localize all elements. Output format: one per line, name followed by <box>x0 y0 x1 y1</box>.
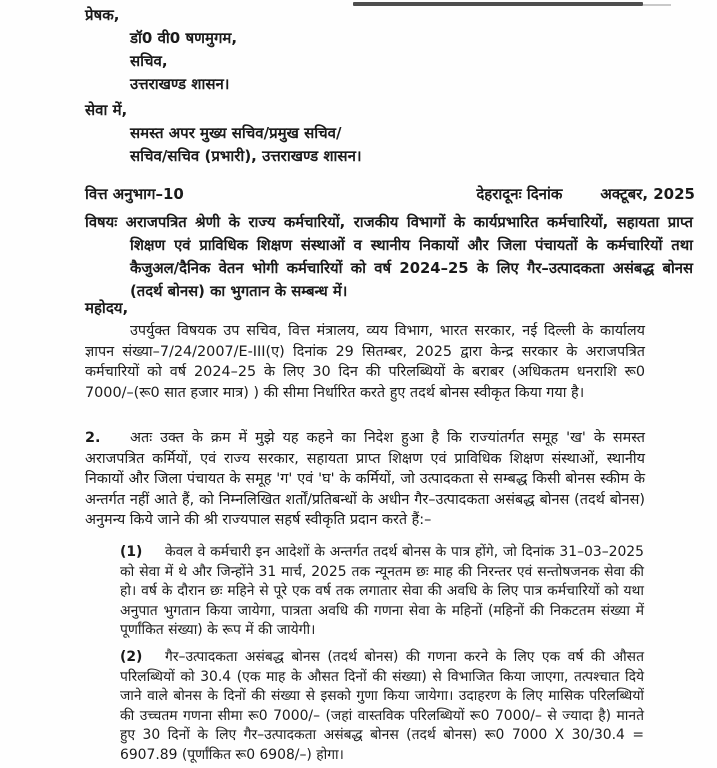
addressee-line: सचिव/सचिव (प्रभारी), उत्तराखण्ड शासन। <box>130 147 362 165</box>
condition-item-2 <box>120 648 644 766</box>
addressee-label: सेवा में, <box>85 101 128 119</box>
scan-edge-artifact <box>353 2 643 6</box>
paragraph-2-text: अतः उक्त के क्रम में मुझे यह कहने का निदेश हुआ है कि राज्यांतर्गत समूह 'ख' के समस्त अराजपत्रित कर्मियों, एवं राज्य सरकार, सहायता प्राप्त शिक्षण एवं प्राविधिक शिक्षण संस्थाओं, स्थानीय निकायों और जिला पंचायत के समूह 'ग' एवं 'घ' के कर्मियों, जो उत्पादकता से सम्बद्ध किसी बोनस स्कीम के अन्तर्गत नहीं आते हैं, को निम्नलिखित शर्तों/प्रतिबन्धों के अधीन गैर–उत्पादकता असंबद्ध बोनस (तदर्थ बोनस) अनुमन्य किये जाने की श्री राज्यपाल सहर्ष स्वीकृति प्रदान करते हैं:– <box>85 430 645 529</box>
condition-item-2-text: गैर–उत्पादकता असंबद्ध बोनस (तदर्थ बोनस) की गणना करने के लिए एक वर्ष की औसत परिलब्धियों को 30.4 (एक माह के औसत दिनों की संख्या) से विभाजित किया जाएगा, तत्पश्चात दिये जाने वाले बोनस के दिनों की संख्या से इसको गुणा किया जायेगा। उदाहरण के लिए मासिक परिलब्धियों की उच्चतम गणना सीमा रू0 7000/– (जहां वास्तविक परिलब्धियों रू0 7000/– से ज्यादा है) मानते हुए 30 दिनों के लिए गैर–उत्पादकता असंबद्ध बोनस (तदर्थ बोनस) रू0 7000 X 30/30.4 = 6907.89 (पूर्णांकित रू0 6908/–) होगा। <box>120 649 644 763</box>
addressee-line: समस्त अपर मुख्य सचिव/प्रमुख सचिव/ <box>130 124 342 142</box>
finance-section: वित्त अनुभाग–10 <box>85 185 184 203</box>
sender-designation: सचिव, <box>130 52 168 70</box>
sender-name: डॉ0 वी0 षणमुगम, <box>130 29 238 47</box>
salutation: महोदय, <box>85 299 129 317</box>
scan-edge-artifact-light <box>643 4 671 6</box>
addressee-block <box>130 122 362 168</box>
place-date-group <box>476 184 695 204</box>
subject-text: अराजपत्रित श्रेणी के राज्य कर्मचारियों, राजकीय विभागों के कार्यप्रभारित कर्मचारियों, सहायता प्राप्त शिक्षण एवं प्राविधिक शिक्षण संस्थाओं व स्थानीय निकायों और जिला पंचायतों के कर्मचारियों तथा कैजुअल/दैनिक वेतन भोगी कर्मचारियों को वर्ष 2024–25 के लिए गैर–उत्पादकता असंबद्ध बोनस (तदर्थ बोनस) का भुगतान के सम्बन्ध में। <box>125 214 693 300</box>
condition-item-1-text: केवल वे कर्मचारी इन आदेशों के अन्तर्गत तदर्थ बोनस के पात्र होंगे, जो दिनांक 31–03–2025 को सेवा में थे और जिन्होंने 31 मार्च, 2025 तक न्यूनतम छः माह की निरन्तर एवं सन्तोषजनक सेवा की हो। वर्ष के दौरान छः महिने से पूरे एक वर्ष तक लगातार सेवा की अवधि के लिए पात्र कर्मचारियों को यथा अनुपात भुगतान किया जायेगा, पात्रता अवधि की गणना सेवा के महिनों (महिनों की निकटतम संख्या में पूर्णांकित संख्या) के रूप में की जायेगी। <box>120 544 644 639</box>
sender-block <box>130 27 237 96</box>
paragraph-2 <box>85 428 645 531</box>
sender-organization: उत्तराखण्ड शासन। <box>130 75 230 93</box>
sender-label: प्रेषक, <box>85 6 120 24</box>
reference-row <box>85 184 695 204</box>
letter-date: अक्टूबर, 2025 <box>600 185 695 203</box>
condition-item-1-number: (1) <box>120 544 143 560</box>
paragraph-1: उपर्युक्त विषयक उप सचिव, वित्त मंत्रालय, व्यय विभाग, भारत सरकार, नई दिल्ली के कार्यालय ज्ञापन संख्या–7/24/2007/E-III(ए) दिनांक 29 सितम्बर, 2025 द्वारा केन्द्र सरकार के अराजपत्रित कर्मचारियों को वर्ष 2024–25 के लिए 30 दिन की परिलब्धियों के बराबर (अधिकतम धनराशि रू0 7000/–(रू0 सात हजार मात्र) ) की सीमा निर्धारित करते हुए तदर्थ बोनस स्वीकृत किया गया है। <box>85 323 645 401</box>
condition-item-1 <box>120 543 644 641</box>
condition-item-2-number: (2) <box>120 649 143 665</box>
subject-label: विषयः <box>85 214 118 231</box>
paragraph-2-number: 2. <box>85 430 101 446</box>
place-date-label: देहरादूनः दिनांक <box>476 185 563 203</box>
subject-paragraph <box>85 211 693 303</box>
